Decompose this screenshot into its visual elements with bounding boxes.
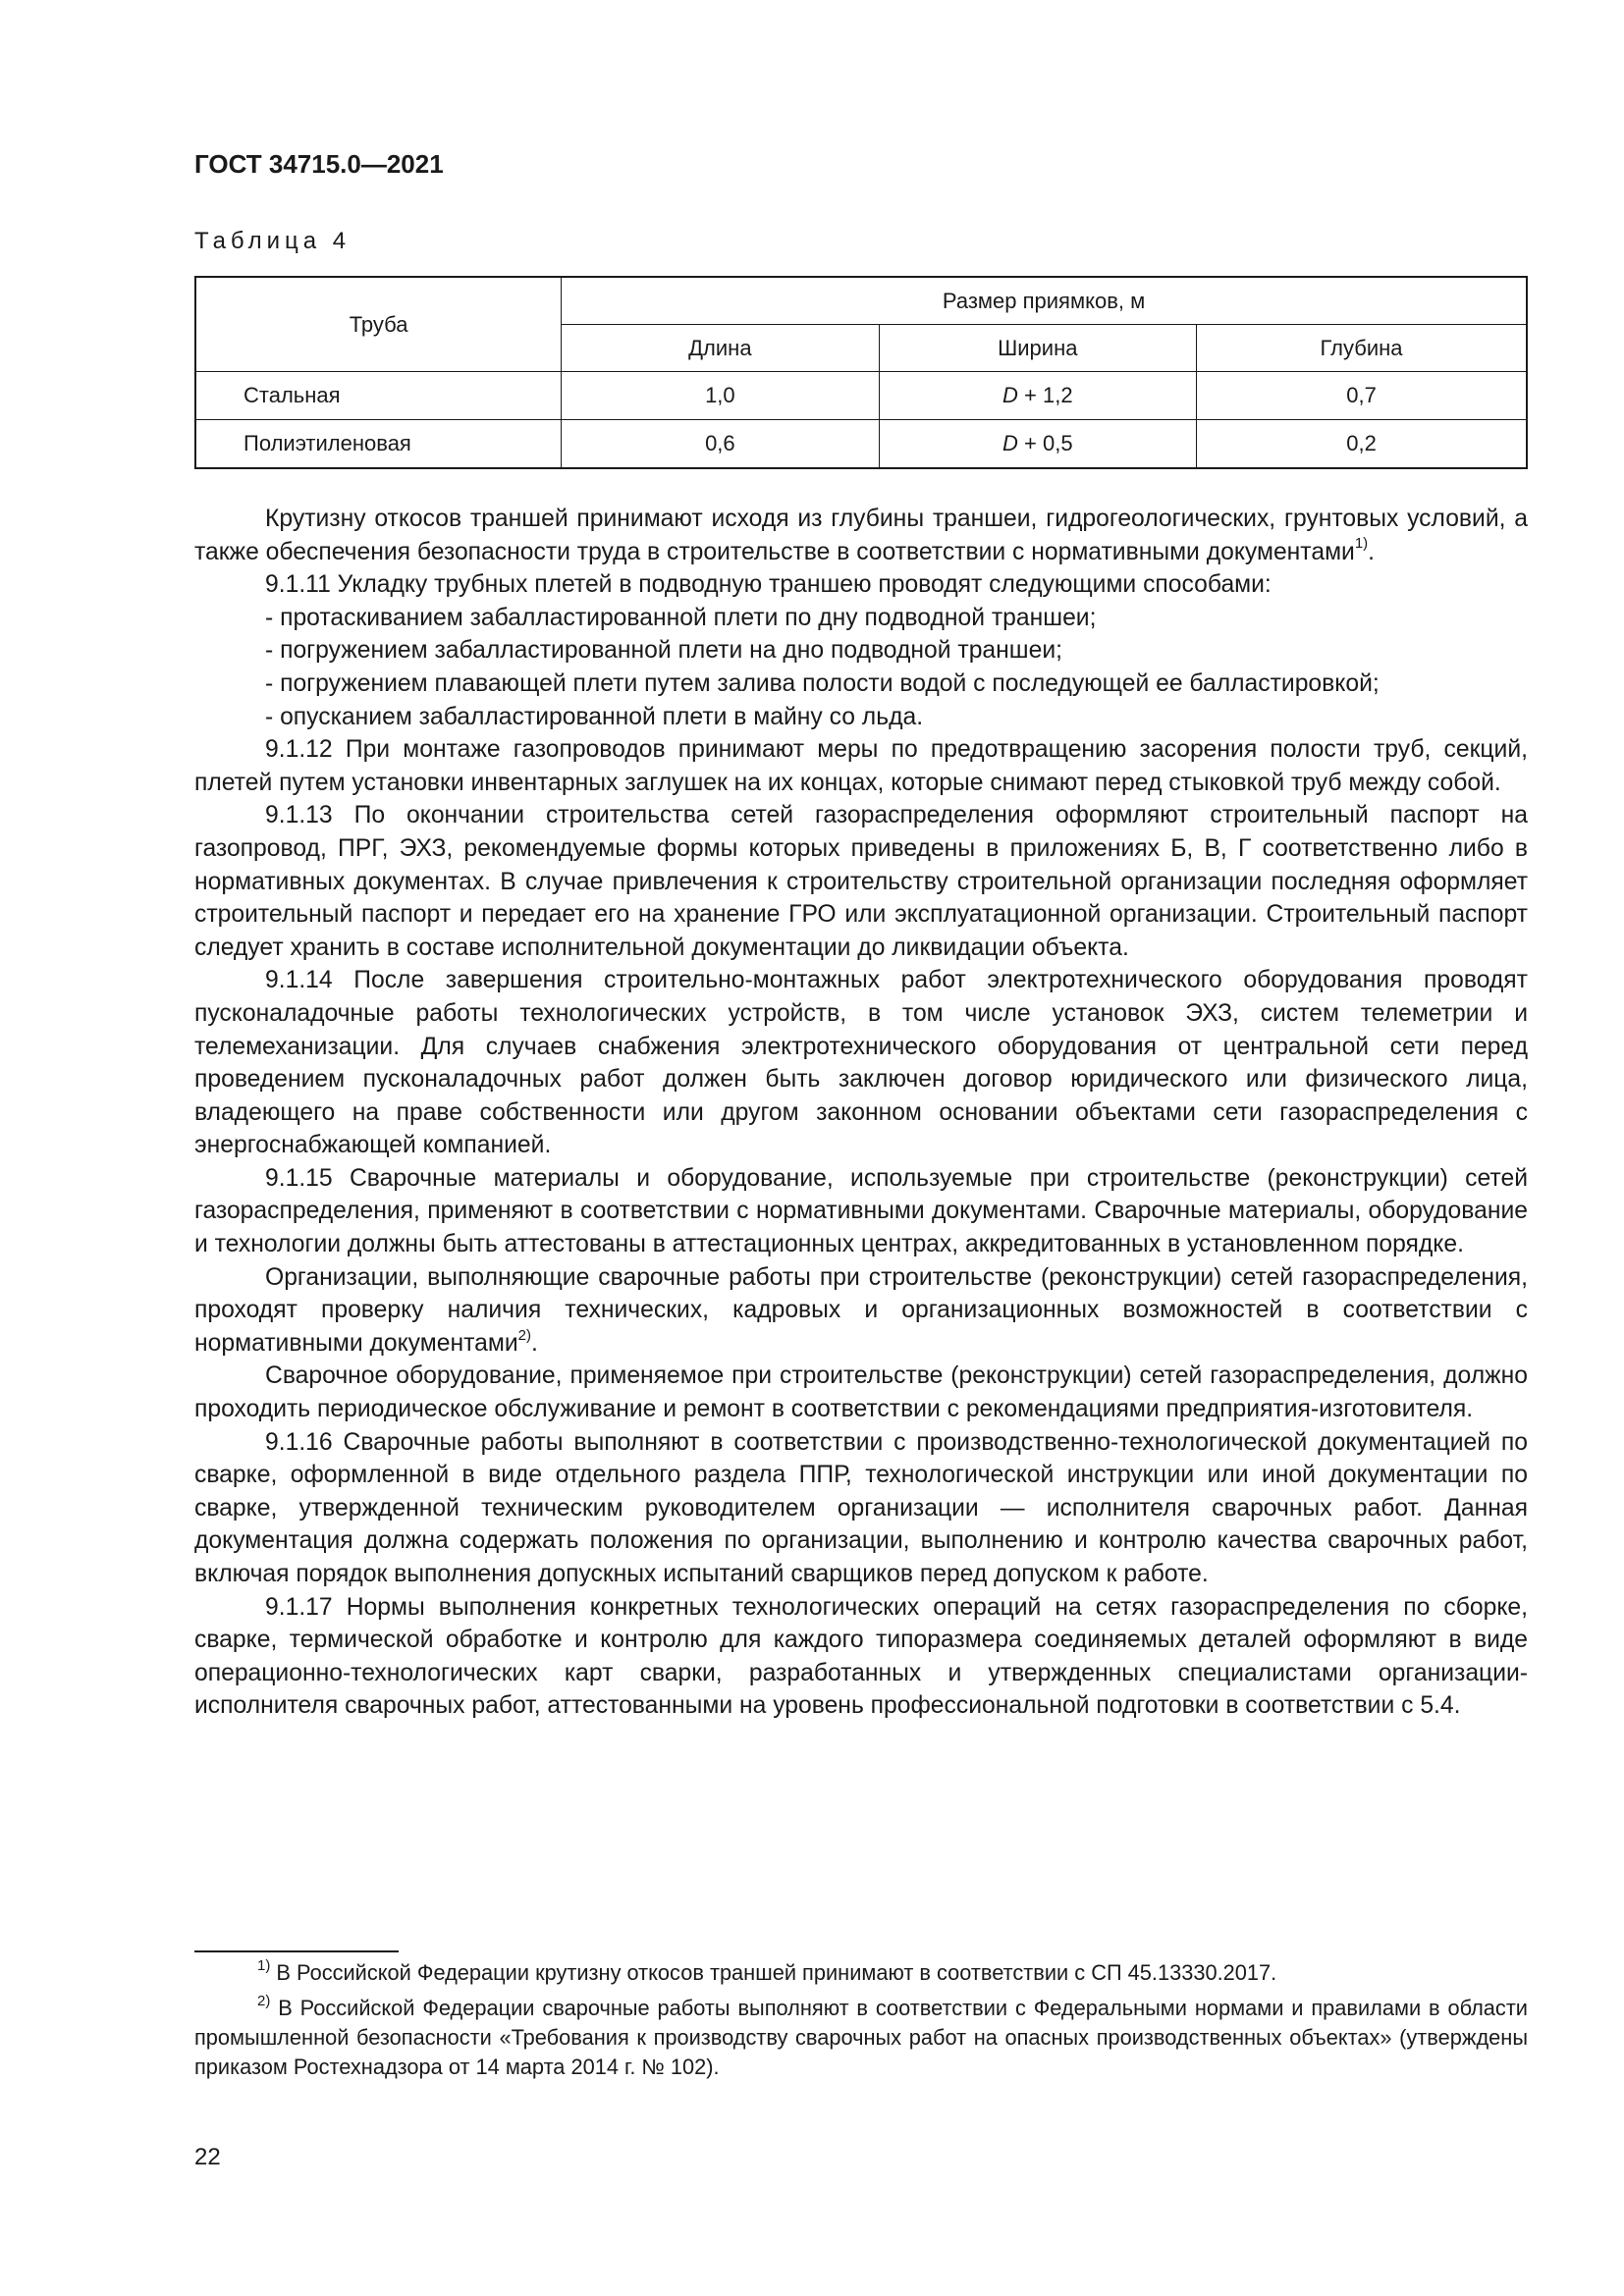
- paragraph-organizations: [194, 1261, 1528, 1361]
- paragraph-9-1-11: 9.1.11 Укладку трубных плетей в подводную траншею проводят следующими способами:: [265, 571, 1272, 599]
- pit-size-table: [194, 276, 1528, 469]
- paragraph-text: Крутизну откосов траншей принимают исходя из глубины траншеи, гидрогеологических, грунтовых условий, а также обеспечения безопасности труда в строительстве в соответствии с нормативными документами: [194, 506, 1528, 565]
- footnote-mark: 2): [257, 1992, 271, 2009]
- width-value: + 1,2: [1017, 383, 1073, 407]
- footnote-ref: 1): [1354, 535, 1369, 553]
- width-variable: D: [1002, 431, 1018, 455]
- header-pipe: Труба: [195, 277, 562, 372]
- paragraph-end: .: [530, 1329, 538, 1357]
- header-width: Ширина: [879, 325, 1196, 372]
- cell-length: 1,0: [562, 372, 879, 420]
- paragraph-equipment: Сварочное оборудование, применяемое при строительстве (реконструкции) сетей газораспределения, должно проходить периодическое обслуживание и ремонт в соответствии с рекомендациями предприятия-изготовителя.: [194, 1362, 1528, 1423]
- footnote-text: В Российской Федерации сварочные работы выполняют в соответствии с Федеральными нормами и правилами в области промышленной безопасности «Требования к производству сварочных работ на опасных производственных объектах» (утверждены приказом Ростехнадзора от 14 марта 2014 г. № 102).: [194, 1996, 1528, 2079]
- footnote-mark: 1): [257, 1956, 271, 1974]
- list-item: - опусканием забалластированной плети в майну со льда.: [265, 703, 924, 730]
- header-pit-size: Размер приямков, м: [562, 277, 1527, 325]
- footnote: [194, 1994, 1528, 2082]
- document-header: ГОСТ 34715.0—2021: [194, 149, 444, 179]
- paragraph-9-1-16: 9.1.16 Сварочные работы выполняют в соответствии с производственно-технологической документацией по сварке, оформленной в виде отдельного раздела ППР, технологической инструкции или иной документации по сварке, утвержденной техническим руководителем организации — исполнителя сварочных работ. Данная документация должна содержать положения по организации, выполнению и контролю качества сварочных работ, включая порядок выполнения допускных испытаний сварщиков перед допуском к работе.: [194, 1428, 1528, 1587]
- footnote: [194, 1958, 1528, 1988]
- paragraph-9-1-14: 9.1.14 После завершения строительно-монтажных работ электротехнического оборудования проводят пусконаладочные работы технологических устройств, в том числе установок ЭХЗ, систем телеметрии и телемеханизации. Для случаев снабжения электротехнического оборудования от центральной сети перед проведением пусконаладочных работ должен быть заключен договор юридического или физического лица, владеющего на праве собственности или другом законном основании объектами сети газораспределения с энергоснабжающей компанией.: [194, 967, 1528, 1159]
- cell-pipe: Полиэтиленовая: [195, 420, 562, 469]
- cell-depth: 0,2: [1197, 420, 1527, 469]
- list-item: - протаскиванием забалластированной плети по дну подводной траншеи;: [265, 604, 1097, 631]
- header-depth: Глубина: [1197, 325, 1527, 372]
- cell-pipe: Стальная: [195, 372, 562, 420]
- cell-width: [879, 372, 1196, 420]
- list-item: - погружением плавающей плети путем залива полости водой с последующей ее балластировкой;: [265, 669, 1380, 697]
- paragraph-9-1-17: 9.1.17 Нормы выполнения конкретных технологических операций на сетях газораспределения по сборке, сварке, термической обработке и контролю для каждого типоразмера соединяемых деталей оформляют в виде операционно-технологических карт сварки, разработанных и утвержденных специалистами организации-исполнителя сварочных работ, аттестованными на уровень профессиональной подготовки в соответствии с 5.4.: [194, 1593, 1528, 1720]
- footnote-divider: [194, 1950, 399, 1952]
- header-length: Длина: [562, 325, 879, 372]
- paragraph-9-1-13: 9.1.13 По окончании строительства сетей газораспределения оформляют строительный паспорт на газопровод, ПРГ, ЭХЗ, рекомендуемые формы которых приведены в приложениях Б, В, Г соответственно либо в нормативных документах. В случае привлечения к строительству строительной организации последняя оформляет строительный паспорт и передает его на хранение ГРО или эксплуатационной организации. Строительный паспорт следует хранить в составе исполнительной документации до ликвидации объекта.: [194, 802, 1528, 961]
- cell-length: 0,6: [562, 420, 879, 469]
- cell-width: [879, 420, 1196, 469]
- footnote-text: В Российской Федерации крутизну откосов траншей принимают в соответствии с СП 45.13330.2017.: [270, 1960, 1277, 1985]
- width-value: + 0,5: [1017, 431, 1073, 455]
- paragraph-slope: [194, 503, 1528, 568]
- footnote-ref: 2): [517, 1326, 531, 1344]
- footnotes: [194, 1958, 1528, 2088]
- page-number: 22: [194, 2144, 221, 2170]
- paragraph-9-1-12: 9.1.12 При монтаже газопроводов принимают меры по предотвращению засорения полости труб, секций, плетей путем установки инвентарных заглушек на их концах, которые снимают перед стыковкой труб между собой.: [194, 736, 1528, 796]
- body-text: [194, 503, 1528, 1723]
- table-row: [195, 372, 1527, 420]
- paragraph-text: Организации, выполняющие сварочные работы при строительстве (реконструкции) сетей газораспределения, проходят проверку наличия технических, кадровых и организационных возможностей в соответствии с нормативными документами: [194, 1263, 1528, 1357]
- cell-depth: 0,7: [1197, 372, 1527, 420]
- paragraph-end: .: [1368, 538, 1376, 565]
- table-caption: Таблица 4: [194, 228, 352, 254]
- width-variable: D: [1002, 383, 1018, 407]
- table-row: [195, 420, 1527, 469]
- paragraph-9-1-15: 9.1.15 Сварочные материалы и оборудование, используемые при строительстве (реконструкции) сетей газораспределения, применяют в соответствии с нормативными документами. Сварочные материалы, оборудование и технологии должны быть аттестованы в аттестационных центрах, аккредитованных в установленном порядке.: [194, 1164, 1528, 1258]
- list-item: - погружением забалластированной плети на дно подводной траншеи;: [265, 637, 1062, 665]
